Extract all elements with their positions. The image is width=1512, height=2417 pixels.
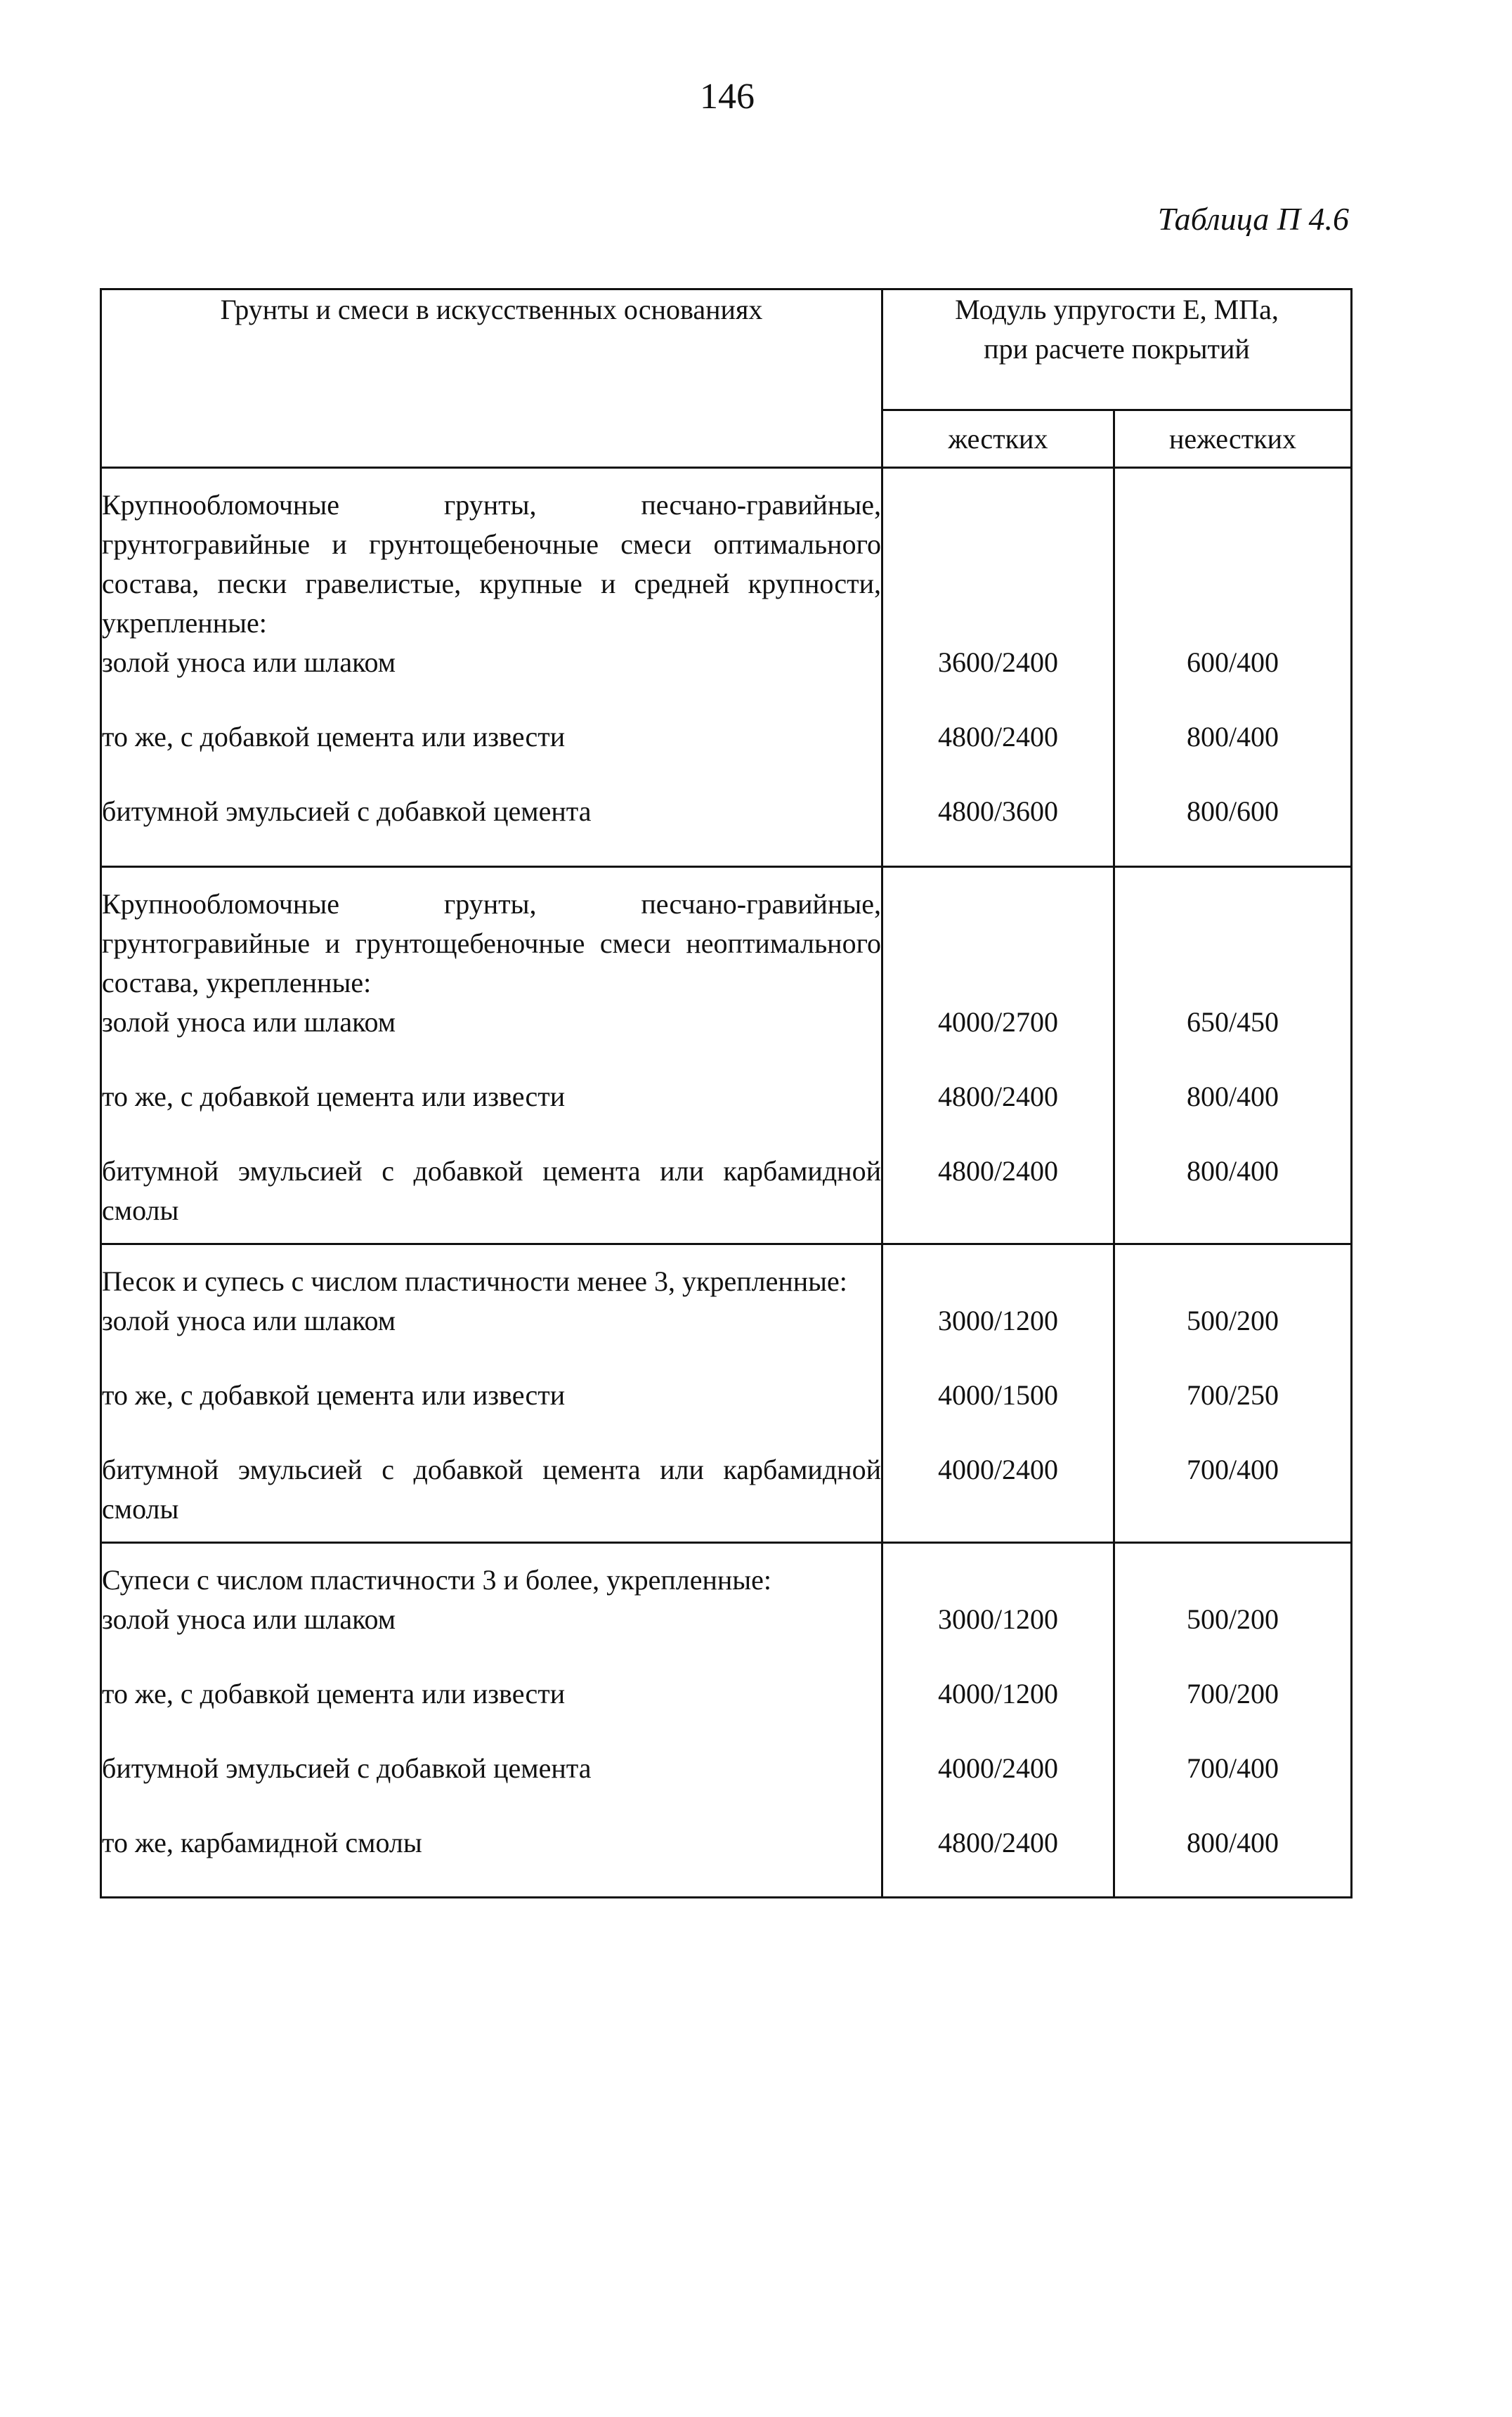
nonrigid-value: 800/400 (1114, 1152, 1352, 1244)
table-row (101, 643, 1352, 717)
row-label: битумной эмульсией с добавкой цемента или карбамидной смолы (101, 1152, 882, 1244)
rigid-value: 3000/1200 (882, 1301, 1114, 1376)
table-row (101, 1376, 1352, 1450)
header-modulus (882, 289, 1352, 410)
nonrigid-value: 800/600 (1114, 792, 1352, 866)
row-label: то же, с добавкой цемента или извести (101, 1077, 882, 1152)
row-label: то же, с добавкой цемента или извести (101, 1376, 882, 1450)
nonrigid-value: 500/200 (1114, 1600, 1352, 1674)
rigid-value: 4800/2400 (882, 1152, 1114, 1244)
table-row (101, 1749, 1352, 1823)
header-modulus-line1: Модуль упругости E, МПа, (955, 294, 1279, 325)
table-row (101, 1077, 1352, 1152)
nonrigid-value: 700/250 (1114, 1376, 1352, 1450)
rigid-value: 3000/1200 (882, 1600, 1114, 1674)
table-row (101, 1152, 1352, 1244)
group-title: Песок и супесь с числом пластичности менее 3, укрепленные: (101, 1244, 882, 1301)
row-label: битумной эмульсией с добавкой цемента (101, 792, 882, 866)
row-label: золой уноса или шлаком (101, 1600, 882, 1674)
nonrigid-value: 500/200 (1114, 1301, 1352, 1376)
nonrigid-value: 700/400 (1114, 1749, 1352, 1823)
table-row (101, 1600, 1352, 1674)
rigid-value: 4000/1500 (882, 1376, 1114, 1450)
group-title-row (101, 1244, 1352, 1301)
nonrigid-value: 800/400 (1114, 717, 1352, 792)
row-label: золой уноса или шлаком (101, 1003, 882, 1077)
nonrigid-value: 700/200 (1114, 1674, 1352, 1749)
table-row (101, 792, 1352, 866)
empty-cell (882, 468, 1114, 644)
empty-cell (1114, 1244, 1352, 1301)
rigid-value: 4800/2400 (882, 717, 1114, 792)
row-label: битумной эмульсией с добавкой цемента (101, 1749, 882, 1823)
table-caption: Таблица П 4.6 (1157, 201, 1349, 237)
row-label: то же, с добавкой цемента или извести (101, 717, 882, 792)
rigid-value: 3600/2400 (882, 643, 1114, 717)
row-label: золой уноса или шлаком (101, 1301, 882, 1376)
table-row (101, 717, 1352, 792)
nonrigid-value: 700/400 (1114, 1450, 1352, 1543)
empty-cell (1114, 468, 1352, 644)
header-modulus-line2: при расчете покрытий (984, 333, 1250, 365)
modulus-table (100, 288, 1353, 1898)
group-title-row (101, 866, 1352, 1003)
group-title-row (101, 468, 1352, 644)
table-row (101, 1823, 1352, 1898)
table-row (101, 1674, 1352, 1749)
nonrigid-value: 800/400 (1114, 1077, 1352, 1152)
group-title: Крупнообломочные грунты, песчано-гравийные, грунтогравийные и грунтощебеночные смеси неоптимального состава, укрепленные: (101, 866, 882, 1003)
rigid-value: 4000/1200 (882, 1674, 1114, 1749)
table-body (101, 468, 1352, 1898)
group-title: Крупнообломочные грунты, песчано-гравийные, грунтогравийные и грунтощебеночные смеси оптимального состава, пески гравелистые, крупные и средней крупности, укрепленные: (101, 468, 882, 644)
nonrigid-value: 600/400 (1114, 643, 1352, 717)
row-label: то же, с добавкой цемента или извести (101, 1674, 882, 1749)
row-label: золой уноса или шлаком (101, 643, 882, 717)
empty-cell (1114, 1542, 1352, 1600)
row-label: то же, карбамидной смолы (101, 1823, 882, 1898)
empty-cell (882, 1244, 1114, 1301)
rigid-value: 4800/3600 (882, 792, 1114, 866)
header-rigid: жестких (882, 410, 1114, 468)
table-row (101, 1301, 1352, 1376)
table-row (101, 1450, 1352, 1543)
header-materials: Грунты и смеси в искусственных основаниях (101, 289, 882, 468)
rigid-value: 4000/2400 (882, 1749, 1114, 1823)
rigid-value: 4000/2400 (882, 1450, 1114, 1543)
empty-cell (882, 866, 1114, 1003)
header-nonrigid: нежестких (1114, 410, 1352, 468)
table-row (101, 1003, 1352, 1077)
empty-cell (1114, 866, 1352, 1003)
nonrigid-value: 650/450 (1114, 1003, 1352, 1077)
rigid-value: 4000/2700 (882, 1003, 1114, 1077)
page-number: 146 (700, 77, 755, 117)
rigid-value: 4800/2400 (882, 1823, 1114, 1898)
empty-cell (882, 1542, 1114, 1600)
group-title: Супеси с числом пластичности 3 и более, укрепленные: (101, 1542, 882, 1600)
row-label: битумной эмульсией с добавкой цемента или карбамидной смолы (101, 1450, 882, 1543)
nonrigid-value: 800/400 (1114, 1823, 1352, 1898)
rigid-value: 4800/2400 (882, 1077, 1114, 1152)
group-title-row (101, 1542, 1352, 1600)
